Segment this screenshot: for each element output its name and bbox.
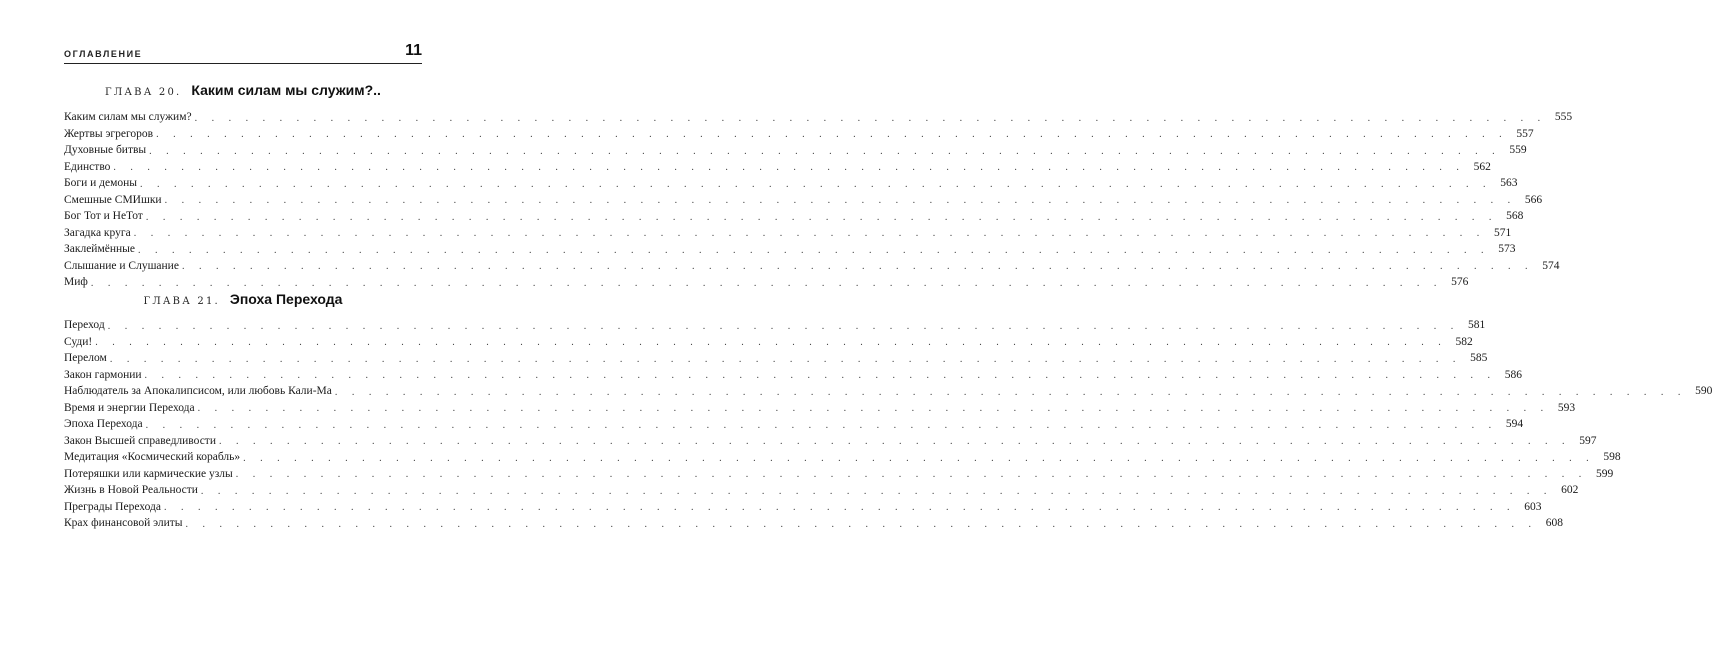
toc-entry <box>64 256 1560 273</box>
toc-entry-title: Потеряшки или кармические узлы <box>64 467 233 480</box>
toc-entry <box>64 464 1614 481</box>
toc-entry-page: 590 <box>1695 385 1712 397</box>
toc-entry-title: Жертвы эгрегоров <box>64 127 154 140</box>
toc-entry-page: 602 <box>1561 484 1579 496</box>
chapter-title: Каким силам мы служим?.. <box>191 82 381 98</box>
toc-entry-page: 581 <box>1467 319 1486 331</box>
toc-entry <box>64 497 1542 514</box>
toc-entry <box>64 381 1712 398</box>
toc-entry <box>64 190 1543 207</box>
toc-entry-title: Наблюдатель за Апокалипсисом, или любовь Кали-Ма <box>64 385 332 397</box>
toc-entry-page: 576 <box>1451 276 1469 288</box>
dot-leader: . . . . . . . . . . . . . . . . . . . . . . . . . . . . . . . . . . . . . . . . . . . . . . . . . . . . . . . . . . . . . . . . . . . . . . . . . . . . . . . . <box>185 518 1538 530</box>
dot-leader: . . . . . . . . . . . . . . . . . . . . . . . . . . . . . . . . . . . . . . . . . . . . . . . . . . . . . . . . . . . . . . . . . . . . . . . . . . . . . . . . <box>235 469 1588 480</box>
toc-entry <box>64 414 1524 431</box>
toc-entry-title: Духовные битвы <box>64 144 147 156</box>
toc-entry-page: 593 <box>1557 401 1576 414</box>
toc-entry-title: Слышание и Слушание <box>64 259 179 272</box>
toc-entry-title: Загадка круга <box>64 226 131 239</box>
dot-leader: . . . . . . . . . . . . . . . . . . . . . . . . . . . . . . . . . . . . . . . . . . . . . . . . . . . . . . . . . . . . . . . . . . . . . . . . . . . . . . . . <box>107 320 1460 332</box>
toc-entry-title: Переход <box>64 319 105 331</box>
toc-entry-title: Единство <box>64 160 111 173</box>
toc-entry-title: Каким силам мы служим? <box>64 111 192 123</box>
toc-entry <box>64 206 1524 223</box>
toc-entry-page: 557 <box>1516 127 1534 140</box>
chapter-label: ГЛАВА 21. <box>143 296 220 307</box>
toc-entry-page: 563 <box>1500 177 1518 189</box>
toc-list-chapter-21 <box>64 315 1712 530</box>
toc-entry-page: 559 <box>1509 144 1527 156</box>
chapter-heading-21 <box>64 291 422 307</box>
chapter-title: Эпоха Перехода <box>229 291 343 307</box>
dot-leader: . . . . . . . . . . . . . . . . . . . . . . . . . . . . . . . . . . . . . . . . . . . . . . . . . . . . . . . . . . . . . . . . . . . . . . . . . . . . . . . . <box>164 195 1517 206</box>
toc-entry-page: 582 <box>1455 335 1473 348</box>
dot-leader: . . . . . . . . . . . . . . . . . . . . . . . . . . . . . . . . . . . . . . . . . . . . . . . . . . . . . . . . . . . . . . . . . . . . . . . . . . . . . . . . <box>90 277 1443 289</box>
toc-entry-page: 594 <box>1505 418 1524 430</box>
toc-entry-title: Время и энергии Перехода <box>64 401 195 414</box>
toc-entry-title: Смешные СМИшки <box>64 193 162 206</box>
toc-entry-page: 573 <box>1498 243 1516 255</box>
toc-entry <box>64 365 1523 382</box>
dot-leader: . . . . . . . . . . . . . . . . . . . . . . . . . . . . . . . . . . . . . . . . . . . . . . . . . . . . . . . . . . . . . . . . . . . . . . . . . . . . . . . . <box>163 502 1516 513</box>
toc-entry <box>64 447 1621 464</box>
toc-entry-title: Заклеймённые <box>64 243 135 255</box>
toc-entry-title: Суди! <box>64 335 93 348</box>
toc-entry <box>64 431 1597 448</box>
toc-entry <box>64 239 1516 256</box>
toc-entry-title: Бог Тот и НеТот <box>64 210 143 222</box>
dot-leader: . . . . . . . . . . . . . . . . . . . . . . . . . . . . . . . . . . . . . . . . . . . . . . . . . . . . . . . . . . . . . . . . . . . . . . . . . . . . . . . . <box>145 419 1498 431</box>
dot-leader: . . . . . . . . . . . . . . . . . . . . . . . . . . . . . . . . . . . . . . . . . . . . . . . . . . . . . . . . . . . . . . . . . . . . . . . . . . . . . . . . <box>156 129 1508 140</box>
toc-entry-title: Миф <box>64 276 88 288</box>
toc-entry-page: 568 <box>1506 210 1524 222</box>
toc-entry <box>64 157 1491 174</box>
page-number: 11 <box>405 42 422 59</box>
dot-leader: . . . . . . . . . . . . . . . . . . . . . . . . . . . . . . . . . . . . . . . . . . . . . . . . . . . . . . . . . . . . . . . . . . . . . . . . . . . . . . . . <box>194 112 1547 124</box>
dot-leader: . . . . . . . . . . . . . . . . . . . . . . . . . . . . . . . . . . . . . . . . . . . . . . . . . . . . . . . . . . . . . . . . . . . . . . . . . . . . . . . . <box>140 178 1492 190</box>
toc-entry-title: Крах финансовой элиты <box>64 517 183 529</box>
dot-leader: . . . . . . . . . . . . . . . . . . . . . . . . . . . . . . . . . . . . . . . . . . . . . . . . . . . . . . . . . . . . . . . . . . . . . . . . . . . . . . . . <box>113 162 1465 173</box>
dot-leader: . . . . . . . . . . . . . . . . . . . . . . . . . . . . . . . . . . . . . . . . . . . . . . . . . . . . . . . . . . . . . . . . . . . . . . . . . . . . . . . . <box>218 436 1571 447</box>
toc-entry-title: Закон гармонии <box>64 368 142 381</box>
toc-entry-page: 586 <box>1504 368 1523 381</box>
toc-entry <box>64 272 1469 289</box>
toc-entry-page: 571 <box>1493 226 1512 239</box>
toc-entry-page: 599 <box>1596 467 1614 480</box>
toc-entry <box>64 173 1518 190</box>
dot-leader: . . . . . . . . . . . . . . . . . . . . . . . . . . . . . . . . . . . . . . . . . . . . . . . . . . . . . . . . . . . . . . . . . . . . . . . . . . . . . . . . <box>144 370 1497 381</box>
chapter-heading-20 <box>64 82 422 98</box>
toc-entry-title: Преграды Перехода <box>64 500 161 513</box>
toc-entry-page: 603 <box>1524 500 1542 513</box>
dot-leader: . . . . . . . . . . . . . . . . . . . . . . . . . . . . . . . . . . . . . . . . . . . . . . . . . . . . . . . . . . . . . . . . . . . . . . . . . . . . . . . . <box>145 211 1498 223</box>
toc-entry <box>64 107 1573 124</box>
toc-entry-title: Жизнь в Новой Реальности <box>64 484 198 496</box>
toc-entry <box>64 513 1564 530</box>
chapter-label: ГЛАВА 20. <box>105 87 182 98</box>
toc-entry-page: 608 <box>1545 517 1564 529</box>
toc-entry <box>64 124 1534 141</box>
running-header <box>64 42 422 64</box>
toc-entry-title: Перелом <box>64 352 107 364</box>
toc-entry <box>64 348 1488 365</box>
toc-entry <box>64 223 1512 240</box>
dot-leader: . . . . . . . . . . . . . . . . . . . . . . . . . . . . . . . . . . . . . . . . . . . . . . . . . . . . . . . . . . . . . . . . . . . . . . . . . . . . . . . . <box>95 337 1447 348</box>
toc-entry-title: Боги и демоны <box>64 177 137 189</box>
dot-leader: . . . . . . . . . . . . . . . . . . . . . . . . . . . . . . . . . . . . . . . . . . . . . . . . . . . . . . . . . . . . . . . . . . . . . . . . . . . . . . . . <box>149 145 1501 157</box>
toc-entry-page: 597 <box>1579 434 1597 447</box>
toc-entry-page: 585 <box>1470 352 1488 364</box>
toc-entry-page: 555 <box>1554 111 1573 123</box>
dot-leader: . . . . . . . . . . . . . . . . . . . . . . . . . . . . . . . . . . . . . . . . . . . . . . . . . . . . . . . . . . . . . . . . . . . . . . . . . . . . . . . . <box>243 452 1595 464</box>
toc-entry <box>64 315 1486 332</box>
dot-leader: . . . . . . . . . . . . . . . . . . . . . . . . . . . . . . . . . . . . . . . . . . . . . . . . . . . . . . . . . . . . . . . . . . . . . . . . . . . . . . . . <box>109 353 1462 365</box>
toc-entry <box>64 480 1579 497</box>
toc-entry-page: 574 <box>1542 259 1560 272</box>
toc-entry-title: Закон Высшей справедливости <box>64 434 216 447</box>
toc-entry-title: Эпоха Перехода <box>64 418 143 430</box>
toc-list-chapter-20 <box>64 107 1573 289</box>
dot-leader: . . . . . . . . . . . . . . . . . . . . . . . . . . . . . . . . . . . . . . . . . . . . . . . . . . . . . . . . . . . . . . . . . . . . . . . . . . . . . . . . <box>334 386 1687 398</box>
toc-entry-page: 598 <box>1603 451 1621 463</box>
dot-leader: . . . . . . . . . . . . . . . . . . . . . . . . . . . . . . . . . . . . . . . . . . . . . . . . . . . . . . . . . . . . . . . . . . . . . . . . . . . . . . . . <box>200 485 1553 497</box>
toc-entry <box>64 398 1576 415</box>
dot-leader: . . . . . . . . . . . . . . . . . . . . . . . . . . . . . . . . . . . . . . . . . . . . . . . . . . . . . . . . . . . . . . . . . . . . . . . . . . . . . . . . <box>197 403 1550 414</box>
toc-entry <box>64 140 1527 157</box>
running-title: ОГЛАВЛЕНИЕ <box>64 49 143 59</box>
dot-leader: . . . . . . . . . . . . . . . . . . . . . . . . . . . . . . . . . . . . . . . . . . . . . . . . . . . . . . . . . . . . . . . . . . . . . . . . . . . . . . . . <box>181 261 1534 272</box>
toc-entry <box>64 332 1473 349</box>
toc-entry-page: 562 <box>1473 160 1491 173</box>
dot-leader: . . . . . . . . . . . . . . . . . . . . . . . . . . . . . . . . . . . . . . . . . . . . . . . . . . . . . . . . . . . . . . . . . . . . . . . . . . . . . . . . <box>133 228 1486 239</box>
dot-leader: . . . . . . . . . . . . . . . . . . . . . . . . . . . . . . . . . . . . . . . . . . . . . . . . . . . . . . . . . . . . . . . . . . . . . . . . . . . . . . . . <box>137 244 1490 256</box>
toc-entry-page: 566 <box>1524 193 1543 206</box>
toc-entry-title: Медитация «Космический корабль» <box>64 451 241 463</box>
